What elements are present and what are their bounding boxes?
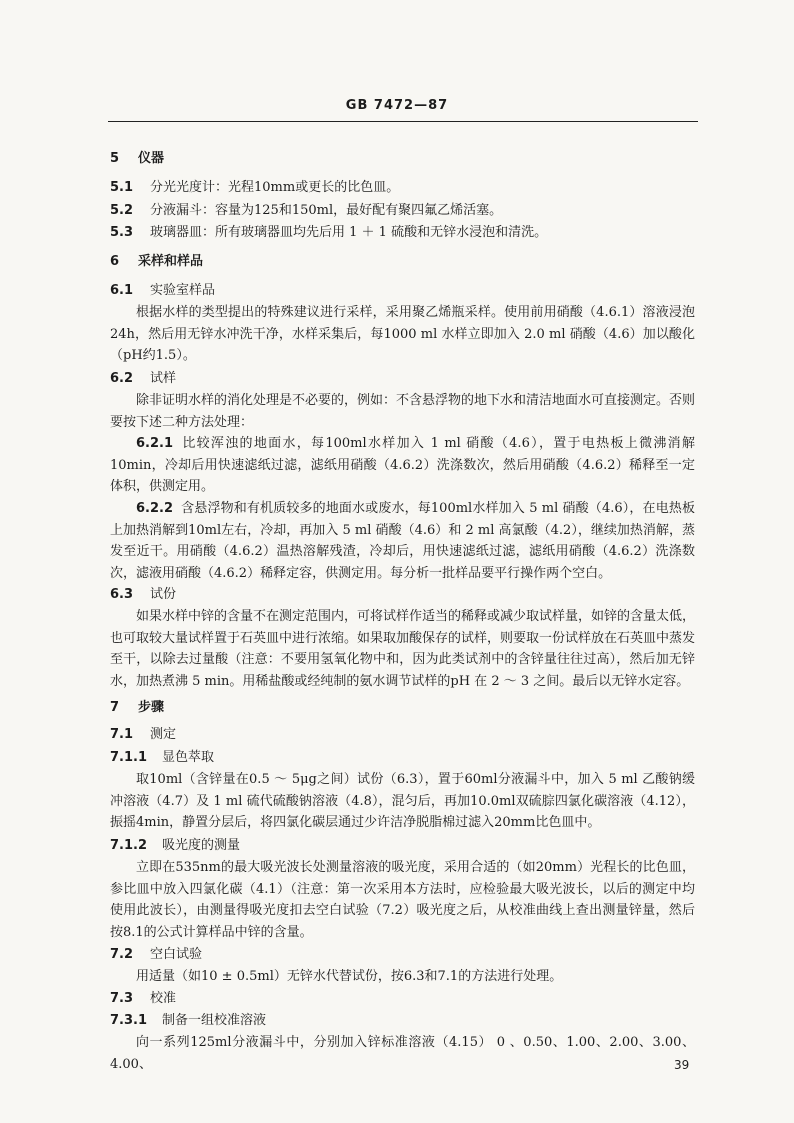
paragraph-6-1: 根据水样的类型提出的特殊建议进行采样，采用聚乙烯瓶采样。使用前用硝酸（4.6.1）溶液浸泡24h，然后用无锌水冲洗干净，水样采集后，每1000 ml 水样立即加入 2.0 ml 硝酸（4.6）加以酸化（pH约1.5）。 [110,305,695,363]
paragraph-7-3-1: 向一系列125ml分液漏斗中，分别加入锌标准溶液（4.15） 0 、0.50、1.00、2.00、3.00、4.00、 [110,1035,695,1072]
section-7-heading [110,697,695,719]
item-number: 5.1 [110,180,134,195]
item-number: 5.3 [110,225,134,240]
paragraph-6-2-2 [110,498,695,584]
section-number: 7 [110,700,120,715]
subsection-7-1-1-heading [110,747,695,769]
subsection-number: 6.2 [110,371,134,386]
subsection-title: 测定 [150,727,177,742]
header-rule [108,121,698,122]
subsection-number: 7.3.1 [110,1013,148,1028]
subsection-number: 7.1.1 [110,750,148,765]
section-number: 5 [110,151,120,166]
subsection-number: 7.1 [110,727,134,742]
section-5-heading [110,148,695,170]
subsection-title: 显色萃取 [162,750,215,765]
subsection-number: 7.1.2 [110,838,148,853]
paragraph-7-2: 用适量（如10 ± 0.5ml）无锌水代替试份，按6.3和7.1的方法进行处理。 [136,969,563,984]
item-5-1 [110,177,695,199]
section-number: 6 [110,254,120,269]
item-text: 玻璃器皿：所有玻璃器皿均先后用 1 ＋ 1 硫酸和无锌水浸泡和清洗。 [150,225,548,240]
paragraph-7-1-2: 立即在535nm的最大吸光波长处测量溶液的吸光度，采用合适的（如20mm）光程长的比色皿，参比皿中放入四氯化碳（4.1）（注意：第一次采用本方法时，应检验最大吸光波长，以后的测定中均使用此波长），由测量得吸光度扣去空白试验（7.2）吸光度之后，从校准曲线上查出测量锌量，然后按8.1的公式计算样品中锌的含量。 [110,860,695,940]
paragraph-6-3: 如果水样中锌的含量不在测定范围内，可将试样作适当的稀释或减少取试样量，如锌的含量太低，也可取较大量试样置于石英皿中进行浓缩。如果取加酸保存的试样，则要取一份试样放在石英皿中蒸发至干，以除去过量酸（注意：不要用氢氧化物中和，因为此类试剂中的含锌量往往过高），然后加无锌水，加热煮沸 5 min。用稀盐酸或经纯制的氨水调节试样的pH 在 2 ～ 3 之间。最后以无锌水定容。 [110,609,696,689]
subsection-7-2-heading [110,944,695,966]
page-number: 39 [674,1058,690,1072]
item-text: 分液漏斗：容量为125和150ml，最好配有聚四氟乙烯活塞。 [150,203,503,218]
subsection-6-1-heading [110,280,695,302]
section-title: 步骤 [138,700,165,715]
paragraph-6-2: 除非证明水样的消化处理是不必要的，例如：不含悬浮物的地下水和清洁地面水可直接测定。否则要按下述二种方法处理： [110,393,696,430]
subsection-title: 实验室样品 [150,283,216,298]
item-text: 含悬浮物和有机质较多的地面水或废水，每100ml水样加入 5 ml 硝酸（4.6），在电热板上加热消解到10ml左右，冷却，再加入 5 ml 硝酸（4.6）和 2 ml 高氯酸（4.2），继续加热消解，蒸发至近干。用硝酸（4.6.2）温热溶解残渣，冷却后，用快速滤纸过滤，滤纸用硝酸（4.6.2）洗涤数次，滤液用硝酸（4.6.2）稀释定容，供测定用。每分析一批样品要平行操作两个空白。 [110,501,695,581]
standard-code-header: GB 7472—87 [345,98,449,113]
item-text: 分光光度计：光程10mm或更长的比色皿。 [150,180,400,195]
paragraph-6-2-1 [110,433,695,498]
subsection-6-2-heading [110,368,695,390]
subsection-number: 6.1 [110,283,134,298]
section-title: 仪器 [138,151,165,166]
item-number: 6.2.1 [136,436,174,451]
section-6-heading [110,251,695,273]
subsection-title: 制备一组校准溶液 [162,1013,267,1028]
subsection-7-1-2-heading [110,835,695,857]
item-number: 5.2 [110,203,134,218]
item-number: 6.2.2 [136,501,174,516]
subsection-number: 6.3 [110,587,134,602]
subsection-number: 7.3 [110,991,134,1006]
item-5-2 [110,200,695,222]
subsection-number: 7.2 [110,947,134,962]
subsection-title: 试份 [150,587,177,602]
subsection-7-3-1-heading [110,1010,695,1032]
subsection-7-1-heading [110,724,695,746]
subsection-title: 试样 [150,371,177,386]
subsection-title: 吸光度的测量 [162,838,241,853]
item-text: 比较浑浊的地面水，每100ml水样加入 1 ml 硝酸（4.6），置于电热板上微沸消解10min，冷却后用快速滤纸过滤，滤纸用硝酸（4.6.2）洗涤数次，然后用硝酸（4.6.2）稀释至一定体积，供测定用。 [110,436,695,494]
paragraph-7-1-1: 取10ml（含锌量在0.5 ～ 5μg之间）试份（6.3），置于60ml分液漏斗中，加入 5 ml 乙酸钠缓冲溶液（4.7）及 1 ml 硫代硫酸钠溶液（4.8），混匀后，再加10.0ml双硫腙四氯化碳溶液（4.12），振摇4min，静置分层后，将四氯化碳层通过少许洁净脱脂棉过滤入20mm比色皿中。 [110,772,695,830]
subsection-7-3-heading [110,988,695,1010]
subsection-title: 校准 [150,991,177,1006]
subsection-6-3-heading [110,584,695,606]
item-5-3 [110,222,695,244]
section-title: 采样和样品 [138,254,204,269]
subsection-title: 空白试验 [150,947,203,962]
